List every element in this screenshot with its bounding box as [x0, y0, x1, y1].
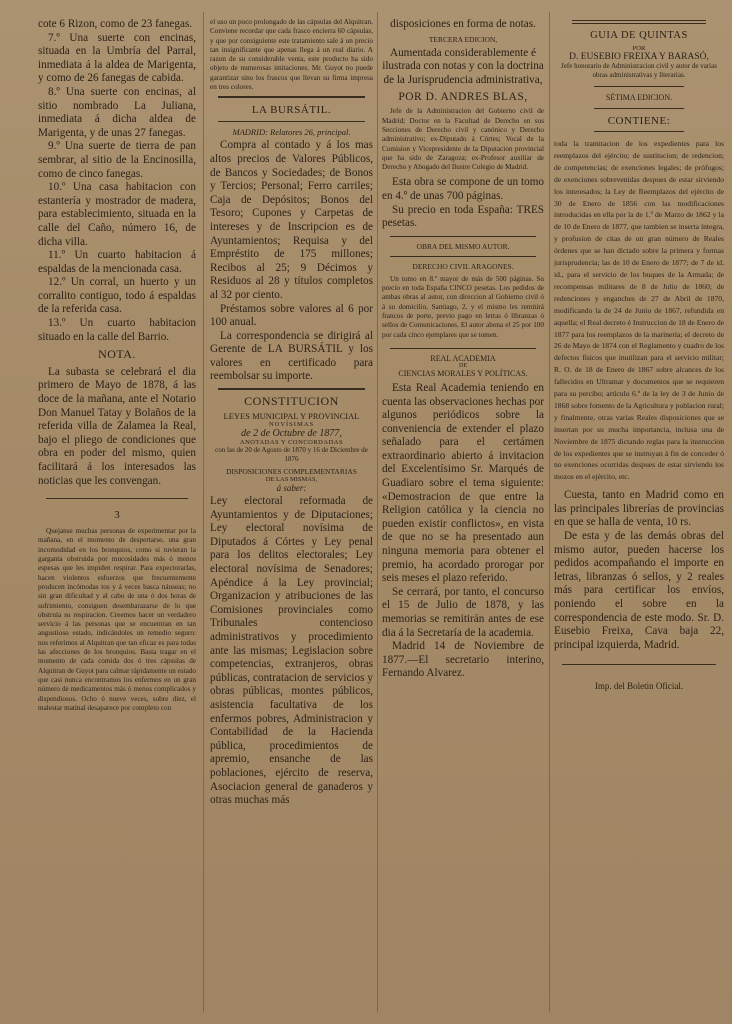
list-item: 11.º Un cuarto habitacion á espaldas de la mencionada casa.	[38, 249, 196, 275]
paragraph: Esta obra se compone de un tomo en 4.º de unas 700 páginas.	[382, 176, 544, 203]
nota-title: NOTA.	[98, 347, 136, 362]
divider	[218, 96, 365, 98]
contiene-title: CONTIENE:	[607, 115, 671, 127]
nota-text: La subasta se celebrará el dia primero de Mayo de 1878, á las doce de la mañana, ante el Notario Don Manuel Tatay y Bolaños de la referida villa de Zalamea la Real, bajo el pliego de condiciones que obra en poder del mismo, quien facilitará á los interesados las noticias que les convengan.	[38, 365, 196, 487]
sale-list	[38, 18, 196, 488]
list-item: 7.º Una suerte con encinas, situada en la Umbría del Parral, inmediata á la aldea de Marigenta, y como de 26 fanegas de cabida.	[38, 31, 196, 85]
list-item: 13.º Un cuarto habitacion situado en la calle del Barrio.	[38, 317, 196, 343]
paragraph: Jefe de la Administracion del Gobierno civil de Madrid; Doctor en la Facultad de Derecho en sus Secciones de Derecho civil y canónico y Derecho administrativo; ex-Diputado á Córtes; Vocal de la Comision y Vicepresidente de la Diputacion provincial que ha sido de Zaragoza; ex-Profesor auxiliar de Derecho y Abogado del Ilustre Colegio de Madrid.	[382, 107, 544, 172]
guia-precio	[554, 489, 724, 652]
divider	[572, 20, 706, 24]
column-divider	[203, 12, 204, 1012]
column-1	[38, 18, 196, 713]
aumentada-text: Aumentada considerablemente é ilustrada con notas y con la doctrina de la Jurisprudencia administrativa,	[382, 46, 544, 86]
divider	[594, 86, 684, 87]
divider	[562, 664, 716, 665]
divider	[218, 388, 365, 390]
signature-line: Madrid 14 de Noviembre de 1877.—El secretario interino, Fernando Alvarez.	[382, 640, 544, 680]
paragraph: Cuesta, tanto en Madrid como en las principales librerías de provincias en que se halla de venta, 10 rs.	[554, 489, 724, 529]
list-item: 12.º Un corral, un huerto y un corralito contiguo, todo á espaldas de la referida casa.	[38, 276, 196, 316]
guia-title: GUIA DE QUINTAS	[590, 30, 688, 41]
obra-info	[382, 176, 544, 230]
paragraph: toda la tramitacion de los expedientes para los reemplazos del ejército; de sustitucion; de redencion; de competencias; de exenciones legales; de prófugos; de exenciones sobrevenidas despues de estar sirviendo los interesados; la Ley de Reemplazos del ejército de 30 de Enero de 1856 con las modificaciones introducidas en ella por la de 1.º de Marzo de 1862 y la de 10 de Enero de 1877, que tambien se inserta íntegra, y profusion de citas de un gran número de Reales órdenes que se han dictado sobre la primera y formas jurisprudencia; las de 10 de Enero de 1877; de 7 de id. id., para el servicio de los buques de la Armada; de recompensas militares de 8 de Julio de 1860; de redenciones y enganches de 27 de Abril de 1870, modificando la de 24 de Junio de 1867, refundida en aquella; el Real decreto é Instruccion de 18 de Enero de 1877 para los reemplazos de la marinería; el decreto de 26 de Mayo de 1874 con el Reglamento y cuadro de los defectos físicos que inutilizan para el servicio militar; R. O. de 18 de Enero de 1867 sobre alcances de los fallecidos en Ultramar y documentos que se requieren para su percibo; artículo 6.º de la ley de 3 de Junio de 1868 sobre fomento de la Agricultura y poblacion rural; y finalmente, otras varias Reales disposiciones que se insertan por su mucha importancia, inclusa una de Noviembre de 1875 dictando reglas para la instruccion de los expedientes que se instruyan á fin de conceder ó no exenciones ocurridas despues de estar sirviendo los mozos en el ejército, etc.	[554, 139, 724, 482]
paragraph: Un tomo en 8.º mayor de más de 500 páginas. Su precio en toda España CINCO pesetas. Los pedidos de ambas obras al autor, con direccion al Gobierno civil ó á su domicilio, Santiago, 2, y el mismo les remitirá francos de porte, previo pago en letras ó libranzas ó sellos de Comunicaciones. El autor abona el 25 por 100 por cada cinco ejemplares que se tomen.	[382, 274, 544, 339]
divider	[46, 498, 188, 499]
divider	[390, 236, 536, 237]
column-2	[210, 18, 373, 808]
printer-imprint: Imp. del Boletin Oficial.	[594, 681, 684, 692]
divider	[390, 256, 536, 257]
bursatil-title: LA BURSÁTIL.	[251, 104, 332, 117]
ley-date: de 2 de Octubre de 1877,	[241, 428, 342, 440]
article-text: el uso un poco prolongado de las cápsulas del Alquitran. Conviene recordar que cada frasco encierra 60 cápsulas, y que por consiguiente este tratamiento sale á un precio tan insignificante que apenas llega á un real diario. A razon de su considerable venta, este producto ha sido objeto de numerosas imitaciones. Mr. Guyot no puede garantizar sino los frascos que llevan su firma impresa en tres colores.	[210, 18, 373, 92]
obra-mismo-title: OBRA DEL MISMO AUTOR.	[416, 241, 510, 251]
academia-subtitle: CIENCIAS MORALES Y POLÍTICAS.	[398, 368, 528, 378]
asaber-label: á saber:	[276, 483, 307, 494]
column-3	[382, 18, 544, 681]
column-4	[554, 18, 724, 691]
novisimas-label: NOVÍSIMAS	[268, 421, 315, 429]
paragraph: Compra al contado y á los mas altos precios de Valores Públicos, de Bancos y Sociedades; de Bonos y Tercios; Personal; Ferro carriles; Caja de Depósitos; Bonos del Tesoro; Cupones y Carpetas de intereses y de Inscripcion es de Ayuntamientos; Requisa y del Empréstito de 175 millones; Recibos al 25; 9 Décimos y Residuos al 28 y títulos completos al 32 por ciento.	[210, 139, 373, 301]
anotadas-label: ANOTADAS Y CONCORDADAS	[239, 439, 344, 447]
leyes-title: LEYES MUNICIPAL Y PROVINCIAL	[223, 411, 360, 422]
paragraph: Préstamos sobre valores al 6 por 100 anual.	[210, 302, 373, 329]
constitucion-title: CONSTITUCION	[244, 394, 339, 409]
bursatil-body	[210, 139, 373, 384]
divider	[594, 131, 684, 132]
guia-author: D. EUSEBIO FREIXA Y BARASÓ,	[569, 52, 709, 62]
notas-text: disposiciones en forma de notas.	[390, 18, 536, 30]
guia-por: POR	[632, 45, 646, 52]
divider	[594, 108, 684, 109]
edition-label: TERCERA EDICION,	[428, 34, 498, 44]
ley-list	[210, 495, 373, 808]
paragraph: Se cerrará, por tanto, el concurso el 15 de Julio de 1878, y las memorias se remitirán antes de ese dia á la Secretaría de la academia.	[382, 585, 544, 639]
article-text: Quejanse muchas personas de experimentar por la mañana, en el momento de despertarse, una gran incomodidad en los bronquios, como si tuvieran la garganta obstruida por mucosidades más ó menos espesas que les impiden respirar. Para expectorarlas, hacen violentos esfuerzos que frecuentemente producen incómodas tos y á veces basca náuseas; no sin gran dificultad y al cabo de una ó dos horas de sufrimiento, consiguen desembarazarse de lo que obstruía su respiracion. Creemos hacer un verdadero servicio á las personas que se encuentran en tan angustioso estado, indicándoles un remedio seguro: nos referimos al Alquitran que tan eficaz es para todas las afecciones de los bronquios. Basta tragar en el momento de cada comida dos ó tres cápsulas de Alquitran de Guyot para calmar rápidamente un estado que casi nunca encontramos los enfermos en un gran número de medicamentos más ó menos complicados y dispendiosos. Ocho ó nueve veces, sobre diez, el malestar matinal desaparece por completo con	[38, 527, 196, 712]
paragraph: La correspondencia se dirigirá al Gerente de LA BURSÁTIL y los valores en certificado para reembolsar su importe.	[210, 329, 373, 383]
guia-author-title: Jefe honorario de Administracion civil y autor de varias obras administrativas y literarias.	[561, 62, 717, 79]
author-bio	[382, 107, 544, 172]
dispos-sub: DE LAS MISMAS,	[265, 476, 318, 484]
derecho-body	[382, 275, 544, 340]
bursatil-address: MADRID: Relatores 26, principal.	[232, 127, 351, 138]
column-divider	[549, 12, 550, 1012]
academia-body	[382, 382, 544, 681]
list-item: cote 6 Rizon, como de 23 fanegas.	[38, 18, 193, 30]
guia-body	[554, 138, 724, 483]
academia-title: REAL ACADEMIA	[430, 353, 496, 363]
paragraph: De esta y de las demás obras del mismo autor, pueden hacerse los pedidos acompañando el importe en letras, libranzas ó sellos, y 2 reales más para certificar los envíos, poniendo el sobre en la correspondencia de este modo. Sr. D. Eusebio Freixa, Cava baja 22, principal izquierda, Madrid.	[554, 530, 724, 651]
alquitran-article	[38, 527, 196, 713]
list-item: 8.º Una suerte con encinas, al sitio nombrado La Juliana, inmediata á dicha aldea de Marigenta, y de unas 27 fanegas.	[38, 85, 196, 139]
list-item: 9.º Una suerte de tierra de pan sembrar, al sitio de la Encinosilla, como de cinco fanegas.	[38, 140, 196, 180]
column-divider	[377, 12, 378, 1012]
derecho-title: DERECHO CIVIL ARAGONES.	[412, 261, 514, 271]
concordadas-text: con las de 20 de Agosto de 1870 y 16 de Diciembre de 1876	[215, 446, 368, 464]
paragraph: Ley electoral reformada de Ayuntamientos y de Diputaciones; Ley electoral novísima de Diputados á Córtes y Ley penal para los delitos electorales; Ley electoral novísima de Senadores; Apéndice á la Ley provincial; Organizacion y atribuciones de las Comisiones provinciales como Tribunales contencioso administrativos y procedimiento ante las mismas; Legislacion sobre competencias, extranjeros, obras públicas, contratacion de servicios y obras públicas, montes públicos, asistencia facultativa de los enfermos pobres, Administracion y Contabilidad de la Hacienda pública, procedimientos de apremio, ensanche de las poblaciones, ejército de reserva, Asociacion general de ganaderos y otras muchas más	[210, 495, 373, 807]
divider	[218, 121, 365, 122]
paragraph: Su precio en toda España: TRES pesetas.	[382, 203, 544, 230]
author-name: POR D. ANDRES BLAS,	[398, 91, 528, 104]
academia-de: DE	[459, 362, 467, 369]
paragraph: Esta Real Academia teniendo en cuenta las observaciones hechas por algunos periódicos sobre la conveniencia de extender el plazo señalado para el certámen extraordinario abierto á invitacion del Excelentísimo Sr. Marqués de Guadiaro sobre el tema siguiente: «Demostracion de que entre la Religion católica y la ciencia no pueden existir conflictos», en vista de que no se ha presentado aun ninguna memoria para obtener el premio, ha acordado prorogar por seis meses el plazo referido.	[382, 381, 544, 585]
list-item: 10.º Una casa habitacion con estantería y mostrador de madera, para establecimiento, situada en la calle del Caño, número 16, de dicha villa.	[38, 181, 196, 248]
dispos-title: DISPOSICIONES COMPLEMENTARIAS	[226, 467, 357, 477]
divider	[390, 348, 536, 349]
section-number: 3	[114, 509, 120, 522]
guia-edition: SÉTIMA EDICION.	[605, 93, 673, 102]
alquitran-article-cont	[210, 18, 373, 92]
